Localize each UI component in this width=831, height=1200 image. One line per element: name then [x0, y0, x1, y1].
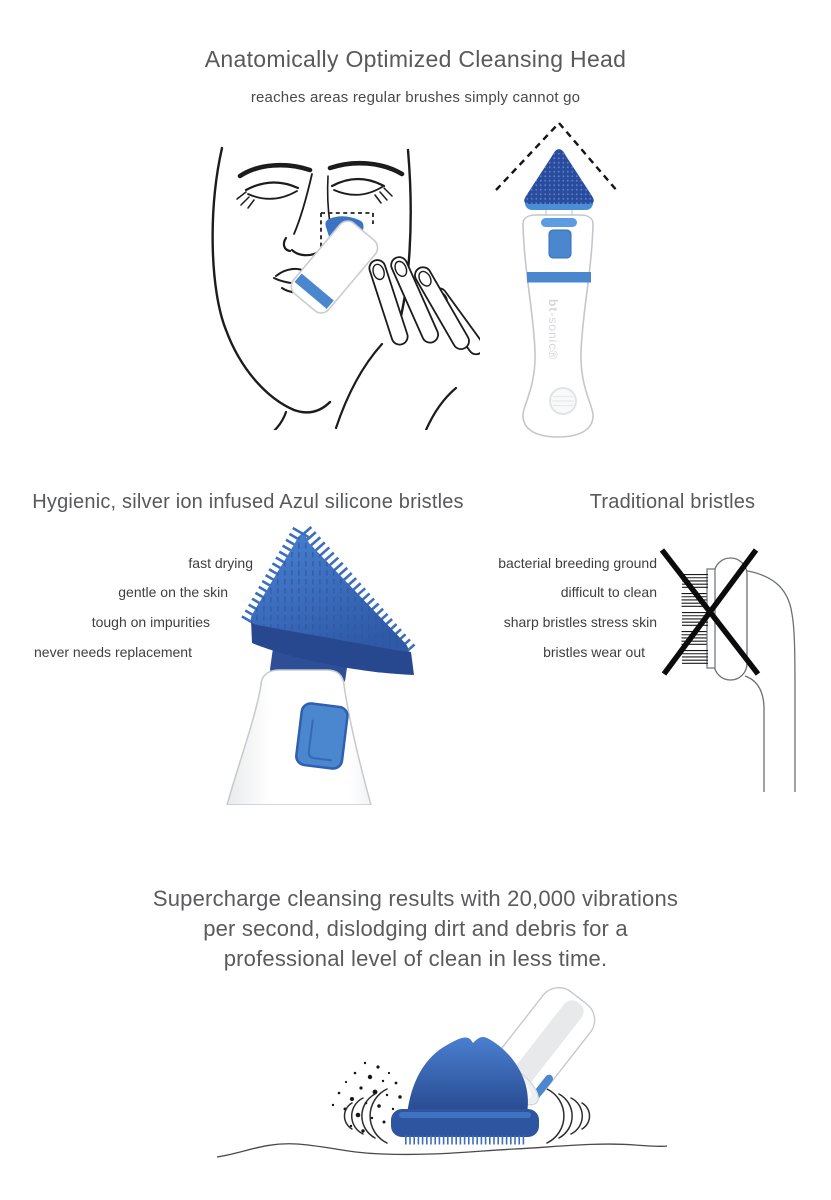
vibration-copy — [0, 884, 831, 974]
brand-rest: -sonic® — [546, 312, 560, 361]
traditional-brush-illustration — [650, 530, 805, 800]
brand-bold: bt — [546, 299, 560, 313]
azul-point: never needs replacement — [34, 644, 192, 660]
azul-bristles-heading: Hygienic, silver ion infused Azul silicone bristles — [32, 491, 464, 513]
brand-wordmark — [546, 299, 560, 360]
power-button-closeup — [295, 702, 348, 769]
device-band — [527, 272, 591, 283]
brand-logo-mark — [550, 388, 576, 414]
traditional-point: difficult to clean — [560, 584, 657, 600]
azul-point: gentle on the skin — [118, 584, 228, 600]
silicone-brush-closeup-illustration — [225, 515, 475, 805]
face-cleansing-illustration — [190, 130, 480, 430]
power-button — [549, 230, 571, 258]
page-title: Anatomically Optimized Cleansing Head — [204, 46, 627, 72]
handheld-device — [287, 217, 381, 317]
traditional-bristles-heading: Traditional bristles — [589, 491, 756, 513]
device-front-illustration — [480, 120, 655, 440]
page-subtitle: reaches areas regular brushes simply cannot go — [250, 89, 581, 106]
vibration-line: professional level of clean in less time. — [223, 946, 608, 971]
vibration-line: Supercharge cleansing results with 20,000 vibrations — [152, 886, 679, 911]
skin-surface-line — [217, 1144, 667, 1157]
azul-point: fast drying — [188, 555, 253, 571]
traditional-point: bacterial breeding ground — [498, 555, 657, 571]
vibration-illustration — [215, 985, 675, 1165]
traditional-point: sharp bristles stress skin — [503, 614, 657, 630]
traditional-point: bristles wear out — [543, 644, 645, 660]
vibration-line: per second, dislodging dirt and debris for a — [203, 916, 628, 941]
azul-point: tough on impurities — [91, 614, 210, 630]
